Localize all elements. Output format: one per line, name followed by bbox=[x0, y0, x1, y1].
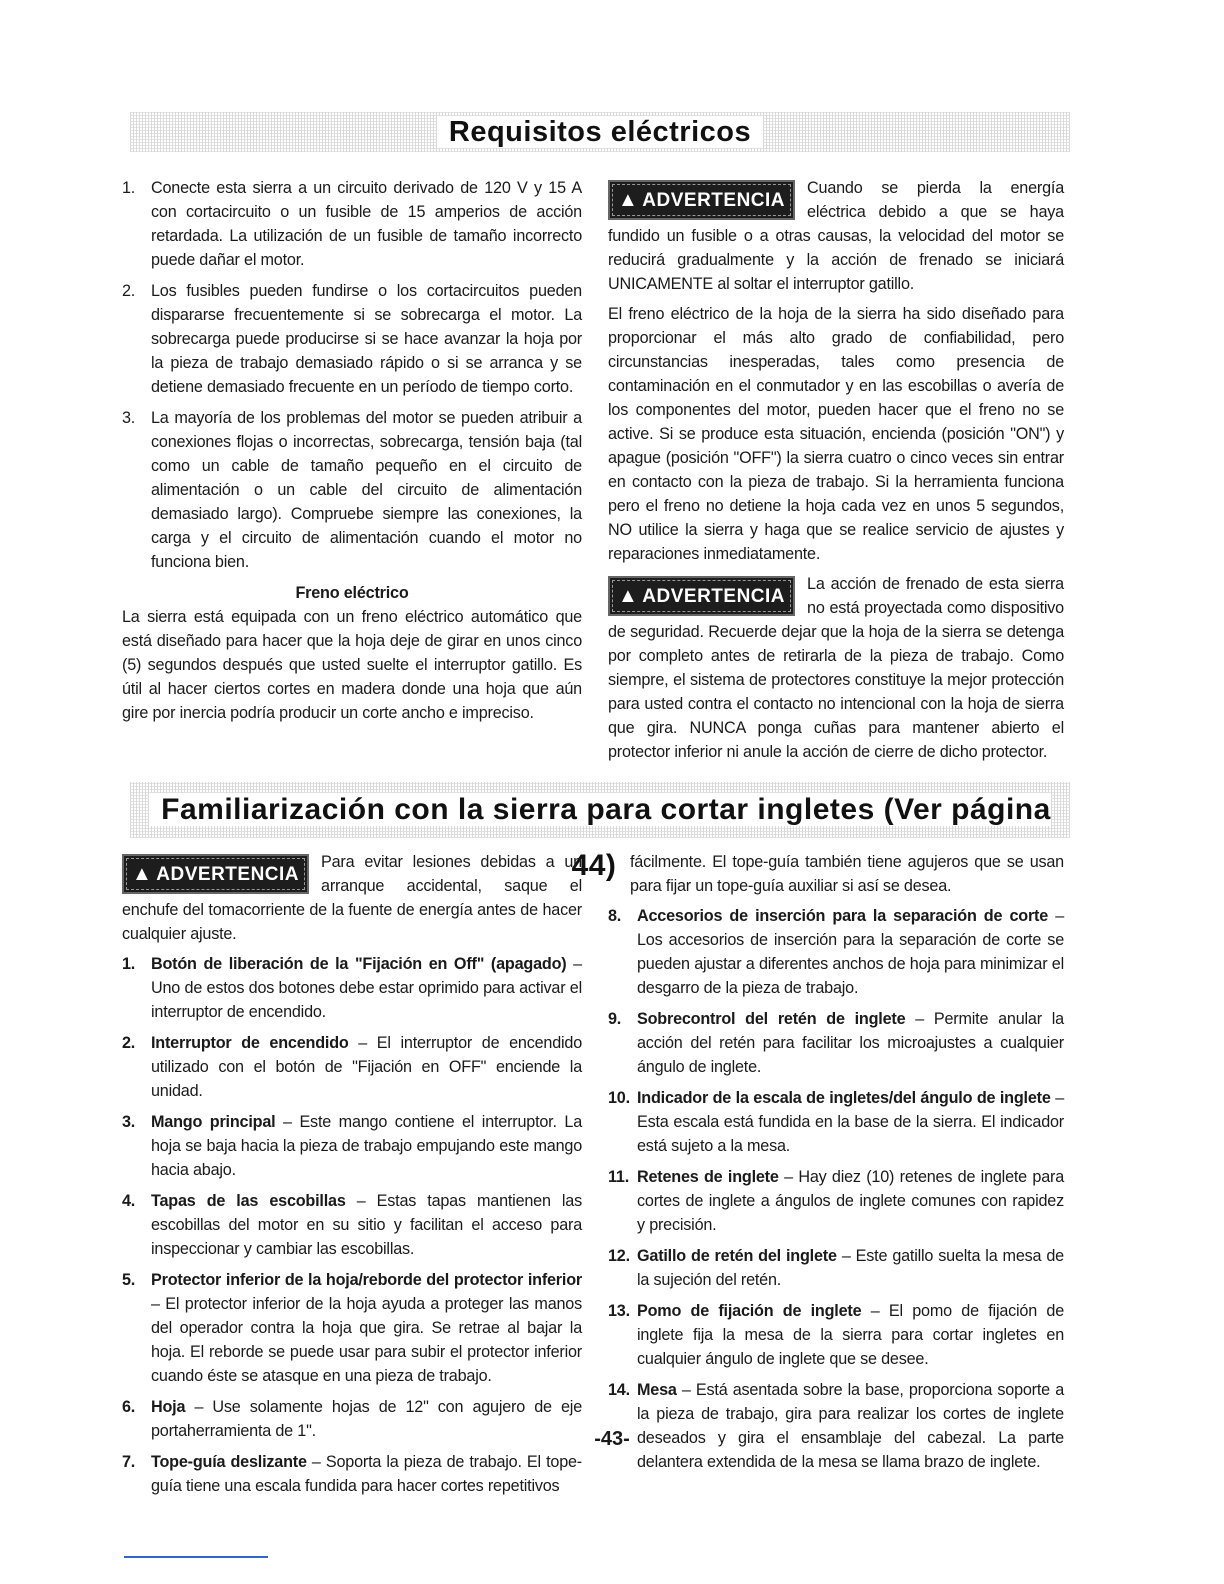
parts-list-left bbox=[122, 952, 582, 1498]
list-item: 14. Mesa – Está asentada sobre la base, proporciona soporte a la pieza de trabajo, gira para realizar los cortes de inglete deseados y gira el ensamblaje del cabezal. La parte delantera extendida de la mesa se llama brazo de inglete. bbox=[608, 1381, 1064, 1471]
list-item: 1. Conecte esta sierra a un circuito derivado de 120 V y 15 A con cortacircuito o un fusible de 15 amperios de acción retardada. La utilización de un fusible de tamaño incorrecto puede dañar el motor. bbox=[122, 179, 582, 269]
list-item: 12. Gatillo de retén del inglete – Este gatillo suelta la mesa de la sujeción del retén. bbox=[608, 1247, 1064, 1289]
list-item: 10. Indicador de la escala de ingletes/del ángulo de inglete – Esta escala está fundida en la base de la sierra. El indicador está sujeto a la mesa. bbox=[608, 1089, 1064, 1155]
brake-reliability-paragraph: El freno eléctrico de la hoja de la sierra ha sido diseñado para proporcionar el más alto grado de confiabilidad, pero circunstancias inesperadas, tales como presencia de contaminación en el conmutador y en las escobillas o avería de los componentes del motor, pueden hacer que el freno no se active. Si se produce esta situación, encienda (posición "ON") y apague (posición "OFF") la sierra cuatro o cinco veces sin entrar en contacto con la pieza de trabajo. Si la herramienta funciona pero el freno no detiene la hoja cada vez en unos 5 segundos, NO utilice la sierra y haga que se realice servicio de ajustes y reparaciones inmediatamente. bbox=[608, 305, 1064, 563]
warning-triangle-icon: ▲ bbox=[132, 863, 153, 885]
parts-list-right bbox=[608, 904, 1064, 1474]
list-item: 4. Tapas de las escobillas – Estas tapas mantienen las escobillas del motor en su sitio y facilitan el acceso para inspeccionar y cambiar las escobillas. bbox=[122, 1192, 582, 1258]
section-title: Familiarización con la sierra para cortar ingletes (Ver página 44) bbox=[149, 793, 1051, 882]
list-item: 13. Pomo de fijación de inglete – El pomo de fijación de inglete fija la mesa de la sierra para cortar ingletes en cualquier ángulo de inglete que se desee. bbox=[608, 1302, 1064, 1368]
list-item: 9. Sobrecontrol del retén de inglete – Permite anular la acción del retén para facilitar los microajustes a cualquier ángulo de inglete. bbox=[608, 1010, 1064, 1076]
list-item: 11. Retenes de inglete – Hay diez (10) retenes de inglete para cortes de inglete a ángulos de inglete comunes con rapidez y precisión. bbox=[608, 1168, 1064, 1234]
list-item: 1. Botón de liberación de la "Fijación en Off" (apagado) – Uno de estos dos botones debe estar oprimido para activar el interruptor de encendido. bbox=[122, 955, 582, 1021]
page-number: -43- bbox=[594, 1428, 630, 1450]
warning-badge: ▲ ADVERTENCIA bbox=[122, 854, 309, 894]
section-heading-electrical bbox=[130, 112, 1070, 152]
list-item: 2. Los fusibles pueden fundirse o los cortacircuitos pueden dispararse frecuentemente si se sobrecarga el motor. La sobrecarga puede producirse si se hace avanzar la hoja por la pieza de trabajo demasiado rápido o si se arranca y se detiene demasiado frecuente en un período de tiempo corto. bbox=[122, 282, 582, 396]
familiarization-right-column bbox=[608, 850, 1064, 1481]
continuation-text: fácilmente. El tope-guía también tiene agujeros que se usan para fijar un tope-guía auxiliar si así se desea. bbox=[630, 853, 1064, 895]
electrical-left-column bbox=[122, 176, 582, 731]
list-item: 3. Mango principal – Este mango contiene el interruptor. La hoja se baja hacia la pieza de trabajo empujando este mango hacia abajo. bbox=[122, 1113, 582, 1179]
list-item: 3. La mayoría de los problemas del motor se pueden atribuir a conexiones flojas o incorrectas, sobrecarga, tensión baja (tal como un cable de tamaño pequeño en el circuito de alimentación o un cable del circuito de alimentación demasiado largo). Compruebe siempre las conexiones, la carga y el circuito de alimentación cuando el motor no funciona bien. bbox=[122, 409, 582, 571]
brake-paragraph: La sierra está equipada con un freno eléctrico automático que está diseñado para hacer que la hoja deje de girar en unos cinco (5) segundos después que usted suelte el interruptor gatillo. Es útil al hacer ciertos cortes en madera donde una hoja que aún gire por inercia podría producir un corte ancho e impreciso. bbox=[122, 608, 582, 722]
list-item: 5. Protector inferior de la hoja/reborde del protector inferior – El protector inferior de la hoja ayuda a proteger las manos del operador contra la hoja que gira. Se retrae al bajar la hoja. El reborde se puede usar para subir el protector inferior cuando éste se atasque en una pieza de trabajo. bbox=[122, 1271, 582, 1385]
warning-block-1: ▲ ADVERTENCIA Cuando se pierda la energía eléctrica debido a que se haya fundido un fusible o a otras causas, la velocidad del motor se reducirá gradualmente y la acción de frenado se iniciará UNICAMENTE al soltar el interruptor gatillo. bbox=[608, 179, 1064, 293]
list-item: 7. Tope-guía deslizante – Soporta la pieza de trabajo. El tope-guía tiene una escala fundida para hacer cortes repetitivos bbox=[122, 1453, 582, 1495]
electrical-list bbox=[122, 176, 582, 574]
warning-triangle-icon: ▲ bbox=[618, 585, 639, 607]
electrical-right-column bbox=[608, 176, 1064, 770]
list-item: 2. Interruptor de encendido – El interruptor de encendido utilizado con el botón de "Fijación en OFF" enciende la unidad. bbox=[122, 1034, 583, 1100]
list-item: 6. Hoja – Use solamente hojas de 12" con agujero de eje portaherramienta de 1". bbox=[122, 1398, 582, 1440]
warning-block-3: ▲ ADVERTENCIA Para evitar lesiones debidas a un arranque accidental, saque el enchufe del tomacorriente de la fuente de energía antes de hacer cualquier ajuste. bbox=[122, 853, 582, 943]
warning-badge: ▲ ADVERTENCIA bbox=[608, 576, 795, 616]
list-item: 8. Accesorios de inserción para la separación de corte – Los accesorios de inserción para la separación de corte se pueden ajustar a diferentes anchos de hoja para minimizar el desgarro de la pieza de trabajo. bbox=[608, 907, 1065, 997]
warning-block-2: ▲ ADVERTENCIA La acción de frenado de esta sierra no está proyectada como dispositivo de seguridad. Recuerde dejar que la hoja de la sierra se detenga por completo antes de retirarla de la pieza de trabajo. Como siempre, el sistema de protectores constituye la mejor protección para usted contra el contacto no intencional con la hoja de sierra que gira. NUNCA ponga cuñas para mantener abierto el protector inferior ni anule la acción de cierre de dicho protector. bbox=[608, 575, 1064, 761]
warning-badge: ▲ ADVERTENCIA bbox=[608, 180, 795, 220]
brake-heading: Freno eléctrico bbox=[295, 584, 409, 602]
familiarization-left-column bbox=[122, 850, 582, 1505]
warning-triangle-icon: ▲ bbox=[618, 189, 639, 211]
section-title: Requisitos eléctricos bbox=[437, 116, 763, 148]
footer-divider bbox=[124, 1556, 268, 1558]
